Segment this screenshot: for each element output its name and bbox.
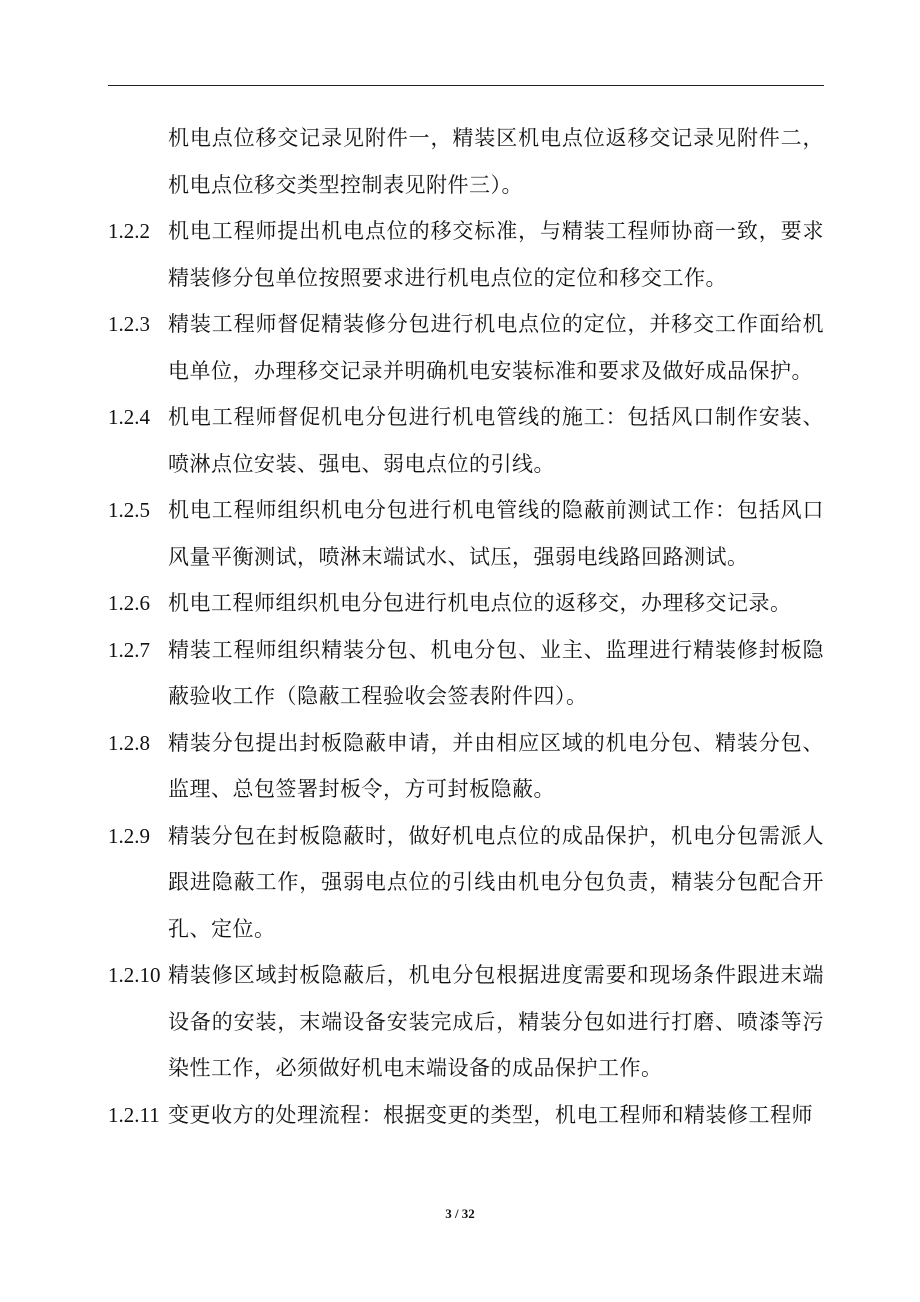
clause-number: 1.2.4 [108,405,150,429]
clause-1-2-2 [0,208,920,301]
clause-1-2-9 [0,813,920,953]
clause-1-2-7 [0,627,920,720]
clause-number: 1.2.8 [108,730,150,755]
clause-text: 精装修区域封板隐蔽后，机电分包根据进度需要和现场条件跟进末端设备的安装，末端设备安装完成后，精装分包如进行打磨、喷漆等污染性工作，必须做好机电末端设备的成品保护工作。 [168,963,824,1080]
clause-number: 1.2.5 [108,498,150,522]
page-number: 3 / 32 [445,1206,475,1221]
clause-number: 1.2.10 [108,963,161,987]
clause-number: 1.2.7 [108,637,150,662]
clause-1-2-11 [0,1092,920,1139]
clause-1-2-6 [0,580,920,627]
header-rule [108,85,824,86]
clause-1-2-3 [0,301,920,394]
clause-text: 机电工程师组织机电分包进行机电管线的隐蔽前测试工作：包括风口风量平衡测试，喷淋末端试水、试压，强弱电线路回路测试。 [168,498,824,569]
clause-text: 变更收方的处理流程：根据变更的类型，机电工程师和精装修工程师 [168,1102,813,1127]
clause-text: 机电工程师督促机电分包进行机电管线的施工：包括风口制作安装、喷淋点位安装、强电、弱电点位的引线。 [168,405,824,476]
clause-text: 机电工程师组织机电分包进行机电点位的返移交，办理移交记录。 [168,591,792,615]
clause-1-2-8 [0,720,920,813]
clause-text: 机电工程师提出机电点位的移交标准，与精装工程师协商一致，要求精装修分包单位按照要求进行机电点位的定位和移交工作。 [168,219,824,290]
clause-text: 精装分包在封板隐蔽时，做好机电点位的成品保护，机电分包需派人跟进隐蔽工作，强弱电点位的引线由机电分包负责，精装分包配合开孔、定位。 [168,823,824,941]
clause-number: 1.2.11 [108,1102,160,1127]
clause-text: 精装工程师督促精装修分包进行机电点位的定位，并移交工作面给机电单位，办理移交记录并明确机电安装标准和要求及做好成品保护。 [168,312,824,383]
clause-number: 1.2.6 [108,591,150,615]
clause-number: 1.2.3 [108,312,150,336]
clause-number: 1.2.2 [108,219,150,243]
document-body [0,115,920,1138]
clause-text: 精装工程师组织精装分包、机电分包、业主、监理进行精装修封板隐蔽验收工作（隐蔽工程验收会签表附件四）。 [168,637,824,708]
clause-1-2-5 [0,487,920,580]
clause-number: 1.2.9 [108,823,150,848]
clause-text: 精装分包提出封板隐蔽申请，并由相应区域的机电分包、精装分包、监理、总包签署封板令，方可封板隐蔽。 [168,730,824,801]
continuation-paragraph [0,115,920,208]
clause-1-2-4 [0,394,920,487]
paragraph-text: 机电点位移交记录见附件一，精装区机电点位返移交记录见附件二，机电点位移交类型控制表见附件三）。 [168,126,824,197]
clause-1-2-10 [0,952,920,1092]
